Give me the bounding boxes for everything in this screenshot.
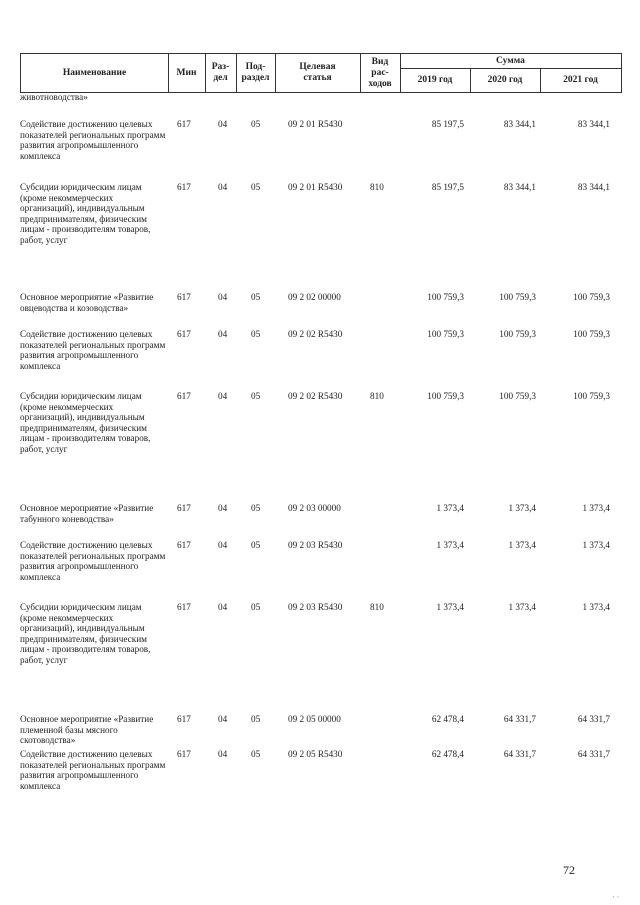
row-2020: 64 331,7 — [503, 749, 536, 759]
header-podrazdel: Под- раздел — [241, 62, 270, 83]
header-name: Наименование — [62, 67, 127, 78]
row-statya: 09 2 03 00000 — [288, 503, 341, 513]
row-2019: 62 478,4 — [431, 749, 464, 759]
row-min: 617 — [177, 119, 191, 129]
row-name: Субсидии юридическим лицам (кроме некоммерческих организаций), индивидуальным предпринимателям, физическим лицам - производителям товаров, работ, услуг — [20, 602, 151, 665]
row-podrazdel: 05 — [251, 329, 261, 339]
row-statya: 09 2 03 R5430 — [288, 540, 343, 550]
row-2021: 100 759,3 — [573, 292, 610, 302]
row-razdel: 04 — [218, 292, 228, 302]
row-podrazdel: 05 — [251, 602, 261, 612]
header-razdel: Раз- дел — [211, 62, 230, 83]
scan-artifact: · · — [612, 893, 620, 902]
row-razdel: 04 — [218, 540, 228, 550]
row-2021: 83 344,1 — [577, 182, 610, 192]
header-2019: 2019 год — [417, 74, 453, 85]
row-statya: 09 2 02 R5430 — [288, 391, 343, 401]
row-podrazdel: 05 — [251, 119, 261, 129]
row-name: Основное мероприятие «Развитие племенной базы мясного скотоводства» — [20, 714, 154, 746]
row-2020: 100 759,3 — [499, 329, 536, 339]
row-razdel: 04 — [218, 749, 228, 759]
row-razdel: 04 — [218, 182, 228, 192]
row-2020: 64 331,7 — [503, 714, 536, 724]
row-2020: 83 344,1 — [503, 182, 536, 192]
row-statya: 09 2 02 00000 — [288, 292, 341, 302]
row-vid: 810 — [370, 182, 384, 192]
row-razdel: 04 — [218, 329, 228, 339]
row-2021: 1 373,4 — [582, 602, 610, 612]
row-2021: 64 331,7 — [577, 714, 610, 724]
row-2019: 85 197,5 — [431, 182, 464, 192]
header-min: Мин — [176, 67, 197, 78]
row-name: Содействие достижению целевых показателей региональных программ развития агропромышленного комплекса — [20, 749, 166, 791]
row-2021: 83 344,1 — [577, 119, 610, 129]
row-min: 617 — [177, 391, 191, 401]
row-podrazdel: 05 — [251, 292, 261, 302]
row-2020: 1 373,4 — [508, 540, 536, 550]
row-2019: 1 373,4 — [436, 602, 464, 612]
row-min: 617 — [177, 602, 191, 612]
row-podrazdel: 05 — [251, 749, 261, 759]
row-min: 617 — [177, 292, 191, 302]
row-name: Основное мероприятие «Развитие табунного коневодства» — [20, 503, 154, 524]
page-number: 72 — [563, 863, 575, 877]
row-2020: 100 759,3 — [499, 292, 536, 302]
header-statya: Целевая статья — [299, 62, 336, 83]
row-razdel: 04 — [218, 602, 228, 612]
row-podrazdel: 05 — [251, 540, 261, 550]
row-name: Содействие достижению целевых показателей региональных программ развития агропромышленного комплекса — [20, 329, 166, 371]
row-statya: 09 2 02 R5430 — [288, 329, 343, 339]
row-name: Содействие достижению целевых показателей региональных программ развития агропромышленного комплекса — [20, 119, 166, 161]
row-razdel: 04 — [218, 714, 228, 724]
row-podrazdel: 05 — [251, 714, 261, 724]
row-2020: 1 373,4 — [508, 503, 536, 513]
row-2019: 100 759,3 — [427, 329, 464, 339]
row-name: животноводства» — [20, 92, 88, 102]
row-2019: 1 373,4 — [436, 540, 464, 550]
header-2020: 2020 год — [487, 74, 523, 85]
row-2020: 1 373,4 — [508, 602, 536, 612]
row-2020: 83 344,1 — [503, 119, 536, 129]
row-2019: 100 759,3 — [427, 292, 464, 302]
header-vid: Вид рас- ходов — [368, 56, 392, 89]
row-min: 617 — [177, 749, 191, 759]
row-2021: 1 373,4 — [582, 540, 610, 550]
row-razdel: 04 — [218, 119, 228, 129]
row-statya: 09 2 03 R5430 — [288, 602, 343, 612]
row-name: Содействие достижению целевых показателей региональных программ развития агропромышленного комплекса — [20, 540, 166, 582]
row-min: 617 — [177, 182, 191, 192]
row-statya: 09 2 05 R5430 — [288, 749, 343, 759]
row-2020: 100 759,3 — [499, 391, 536, 401]
header-2021: 2021 год — [563, 74, 598, 85]
row-name: Субсидии юридическим лицам (кроме некоммерческих организаций), индивидуальным предпринимателям, физическим лицам - производителям товаров, работ, услуг — [20, 391, 151, 454]
row-2021: 64 331,7 — [577, 749, 610, 759]
row-2021: 100 759,3 — [573, 329, 610, 339]
table-header — [20, 53, 622, 93]
row-podrazdel: 05 — [251, 503, 261, 513]
header-summa: Сумма — [496, 55, 525, 66]
row-razdel: 04 — [218, 503, 228, 513]
row-2021: 1 373,4 — [582, 503, 610, 513]
row-min: 617 — [177, 714, 191, 724]
row-2019: 62 478,4 — [431, 714, 464, 724]
row-min: 617 — [177, 329, 191, 339]
row-2019: 85 197,5 — [431, 119, 464, 129]
row-name: Субсидии юридическим лицам (кроме некоммерческих организаций), индивидуальным предпринимателям, физическим лицам - производителям товаров, работ, услуг — [20, 182, 151, 245]
row-statya: 09 2 05 00000 — [288, 714, 341, 724]
row-name: Основное мероприятие «Развитие овцеводства и козоводства» — [20, 292, 154, 313]
row-podrazdel: 05 — [251, 182, 261, 192]
row-2021: 100 759,3 — [573, 391, 610, 401]
row-vid: 810 — [370, 391, 384, 401]
row-podrazdel: 05 — [251, 391, 261, 401]
row-min: 617 — [177, 503, 191, 513]
row-2019: 100 759,3 — [427, 391, 464, 401]
row-razdel: 04 — [218, 391, 228, 401]
row-vid: 810 — [370, 602, 384, 612]
row-statya: 09 2 01 R5430 — [288, 119, 343, 129]
row-2019: 1 373,4 — [436, 503, 464, 513]
row-min: 617 — [177, 540, 191, 550]
row-statya: 09 2 01 R5430 — [288, 182, 343, 192]
